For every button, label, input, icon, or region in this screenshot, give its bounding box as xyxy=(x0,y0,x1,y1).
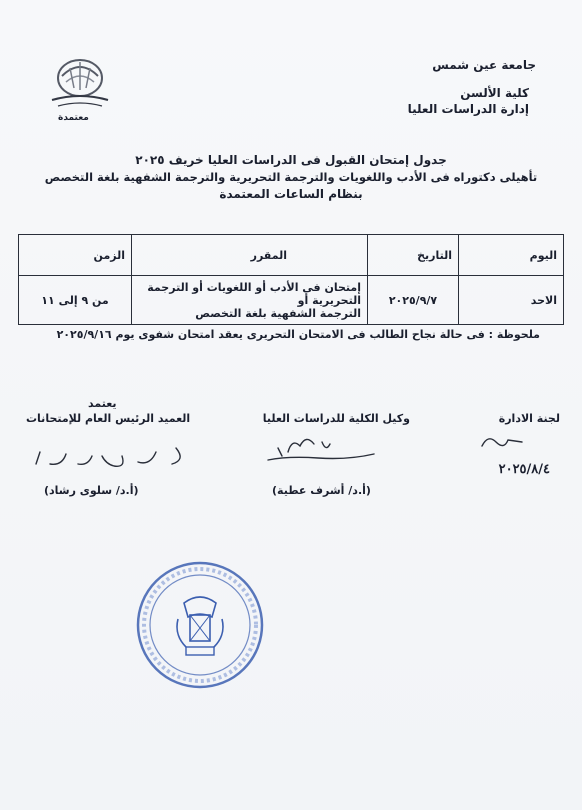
title-line-2: تأهيلى دكتوراه فى الأدب واللغويات والترجمة التحريرية والترجمة الشفهية بلغة التخصص xyxy=(44,170,538,184)
committee-signature xyxy=(478,432,528,452)
dean-signature xyxy=(26,438,196,478)
course-line-1: إمتحان فى الأدب أو اللغويات أو الترجمة التحريرية أو xyxy=(147,280,361,307)
header-day: اليوم xyxy=(459,235,564,276)
schedule-table xyxy=(18,234,564,325)
logo-caption: معتمدة xyxy=(58,113,89,123)
vice-dean-name: (أ.د/ أشرف عطية) xyxy=(272,484,371,497)
university-name: جامعة عين شمس xyxy=(432,58,536,72)
header-date: التاريخ xyxy=(368,235,459,276)
header-time: الزمن xyxy=(19,235,132,276)
course-line-2: الترجمة الشفهية بلغة التخصص xyxy=(195,306,361,320)
table-header-row xyxy=(19,235,564,276)
cell-time: من ٩ إلى ١١ xyxy=(19,276,132,325)
title-line-1: جدول إمتحان القبول فى الدراسات العليا خريف ٢٠٢٥ xyxy=(135,153,447,167)
faculty-name: كلية الألسن xyxy=(460,86,529,100)
dean-label: العميد الرئيس العام للإمتحانات xyxy=(26,412,191,425)
committee-date: ٢٠٢٥/٨/٤ xyxy=(498,462,550,477)
exam-note: ملحوظة : فى حالة نجاح الطالب فى الامتحان التحريرى يعقد امتحان شفوى يوم ٢٠٢٥/٩/١٦ xyxy=(56,328,540,341)
vice-dean-label: وكيل الكلية للدراسات العليا xyxy=(262,412,410,425)
committee-label: لجنة الادارة xyxy=(498,412,560,425)
dean-approved: يعتمد xyxy=(88,397,117,410)
cell-day: الاحد xyxy=(459,276,564,325)
vice-dean-signature xyxy=(258,430,378,470)
cell-date: ٢٠٢٥/٩/٧ xyxy=(368,276,459,325)
title-line-3: بنظام الساعات المعتمدة xyxy=(219,187,363,201)
cell-course xyxy=(132,276,368,325)
official-seal xyxy=(130,555,270,695)
table-row xyxy=(19,276,564,325)
dean-name: (أ.د/ سلوى رشاد) xyxy=(44,484,139,497)
department-name: إدارة الدراسات العليا xyxy=(407,102,529,116)
header-course: المقرر xyxy=(132,235,368,276)
